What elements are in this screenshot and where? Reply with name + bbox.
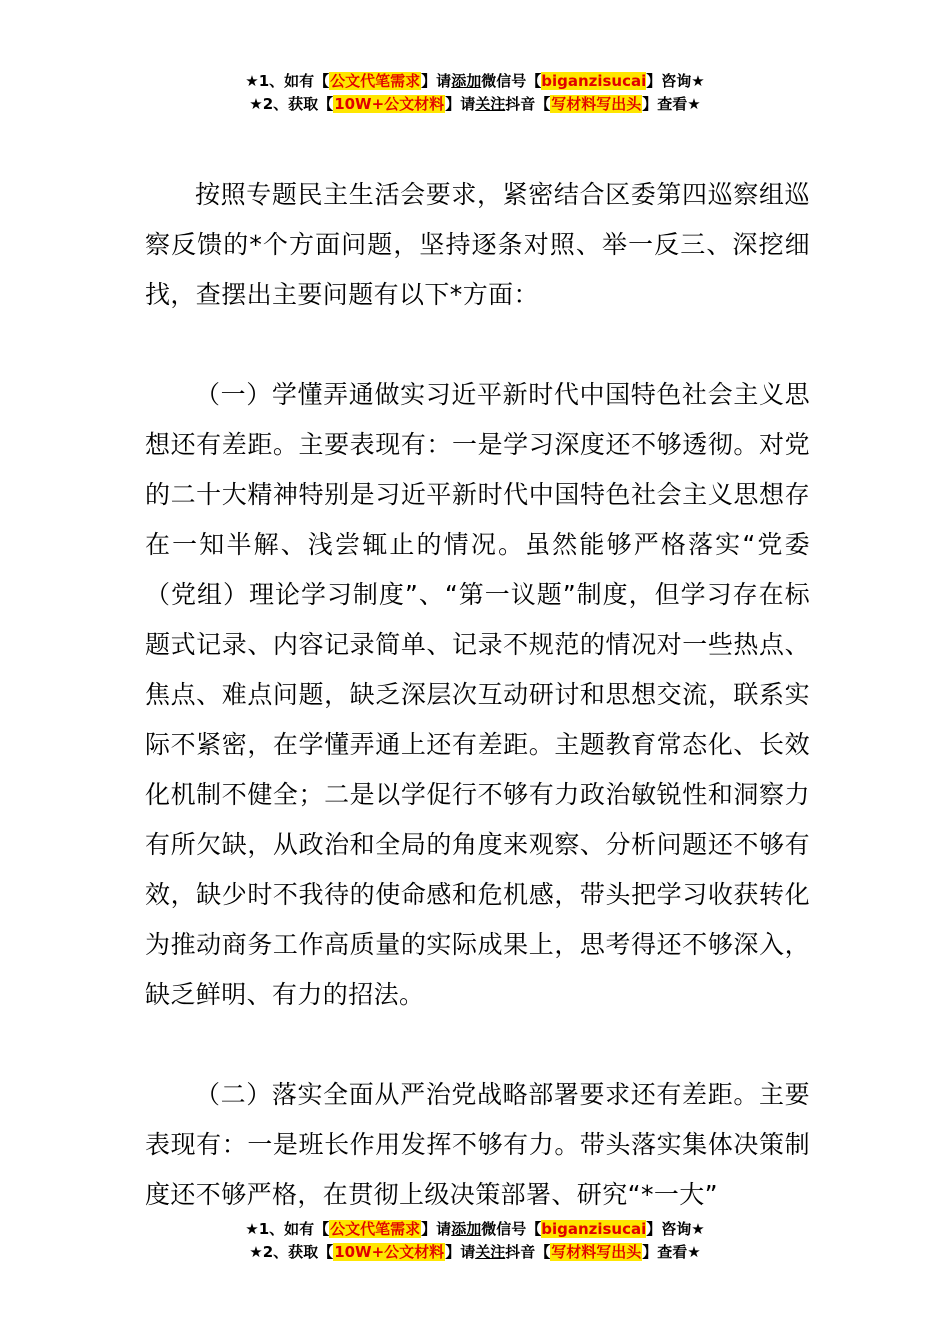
header-wechat-id[interactable]: biganzisucai — [541, 72, 647, 90]
header-line-1-prefix: ★1、如有【 — [245, 72, 330, 90]
footer-line-1-mid2: 微信号【 — [481, 1220, 542, 1238]
header-banner — [0, 70, 950, 116]
footer-line-2-underlined: 关注 — [475, 1243, 506, 1261]
footer-line-1-suffix: 】咨询★ — [646, 1220, 705, 1238]
header-line-1-mid2: 微信号【 — [481, 72, 542, 90]
header-line-2-suffix: 】查看★ — [642, 95, 701, 113]
header-line-1 — [0, 70, 950, 93]
footer-line-1-mid: 】请 — [421, 1220, 452, 1238]
footer-douyin-account[interactable]: 写材料写出头 — [551, 1243, 642, 1261]
header-line-2-mid2: 抖音【 — [505, 95, 551, 113]
footer-line-2-prefix: ★2、获取【 — [249, 1243, 334, 1261]
header-line-1-suffix: 】咨询★ — [646, 72, 705, 90]
header-line-1-mid: 】请 — [421, 72, 452, 90]
footer-line-2-highlight-materials: 10W+公文材料 — [334, 1243, 445, 1261]
footer-line-1-prefix: ★1、如有【 — [245, 1220, 330, 1238]
footer-line-1-underlined: 添加 — [451, 1220, 482, 1238]
header-line-1-highlight-service: 公文代笔需求 — [330, 72, 421, 90]
header-line-2-mid: 】请 — [445, 95, 476, 113]
footer-line-2-suffix: 】查看★ — [642, 1243, 701, 1261]
footer-banner — [0, 1218, 950, 1264]
footer-line-2-mid: 】请 — [445, 1243, 476, 1261]
section-2-paragraph: （二）落实全面从严治党战略部署要求还有差距。主要表现有：一是班长作用发挥不够有力。带头落实集体决策制度还不够严格，在贯彻上级决策部署、研究“*一大” — [145, 1080, 810, 1209]
intro-paragraph: 按照专题民主生活会要求，紧密结合区委第四巡察组巡察反馈的*个方面问题，坚持逐条对照、举一反三、深挖细找，查摆出主要问题有以下*方面： — [145, 180, 810, 309]
header-line-2 — [0, 93, 950, 116]
footer-line-1-highlight-service: 公文代笔需求 — [330, 1220, 421, 1238]
header-line-2-prefix: ★2、获取【 — [249, 95, 334, 113]
footer-wechat-id[interactable]: biganzisucai — [541, 1220, 647, 1238]
document-body — [145, 170, 810, 1220]
footer-line-2 — [0, 1241, 950, 1264]
header-line-2-underlined: 关注 — [475, 95, 506, 113]
footer-line-1 — [0, 1218, 950, 1241]
footer-line-2-mid2: 抖音【 — [505, 1243, 551, 1261]
header-douyin-account[interactable]: 写材料写出头 — [551, 95, 642, 113]
section-1-paragraph: （一）学懂弄通做实习近平新时代中国特色社会主义思想还有差距。主要表现有：一是学习深度还不够透彻。对党的二十大精神特别是习近平新时代中国特色社会主义思想存在一知半解、浅尝辄止的情况。虽然能够严格落实“党委（党组）理论学习制度”、“第一议题”制度，但学习存在标题式记录、内容记录简单、记录不规范的情况对一些热点、焦点、难点问题，缺乏深层次互动研讨和思想交流，联系实际不紧密，在学懂弄通上还有差距。主题教育常态化、长效化机制不健全；二是以学促行不够有力政治敏锐性和洞察力有所欠缺，从政治和全局的角度来观察、分析问题还不够有效，缺少时不我待的使命感和危机感，带头把学习收获转化为推动商务工作高质量的实际成果上，思考得还不够深入，缺乏鲜明、有力的招法。 — [145, 380, 810, 1009]
header-line-1-underlined: 添加 — [451, 72, 482, 90]
header-line-2-highlight-materials: 10W+公文材料 — [334, 95, 445, 113]
